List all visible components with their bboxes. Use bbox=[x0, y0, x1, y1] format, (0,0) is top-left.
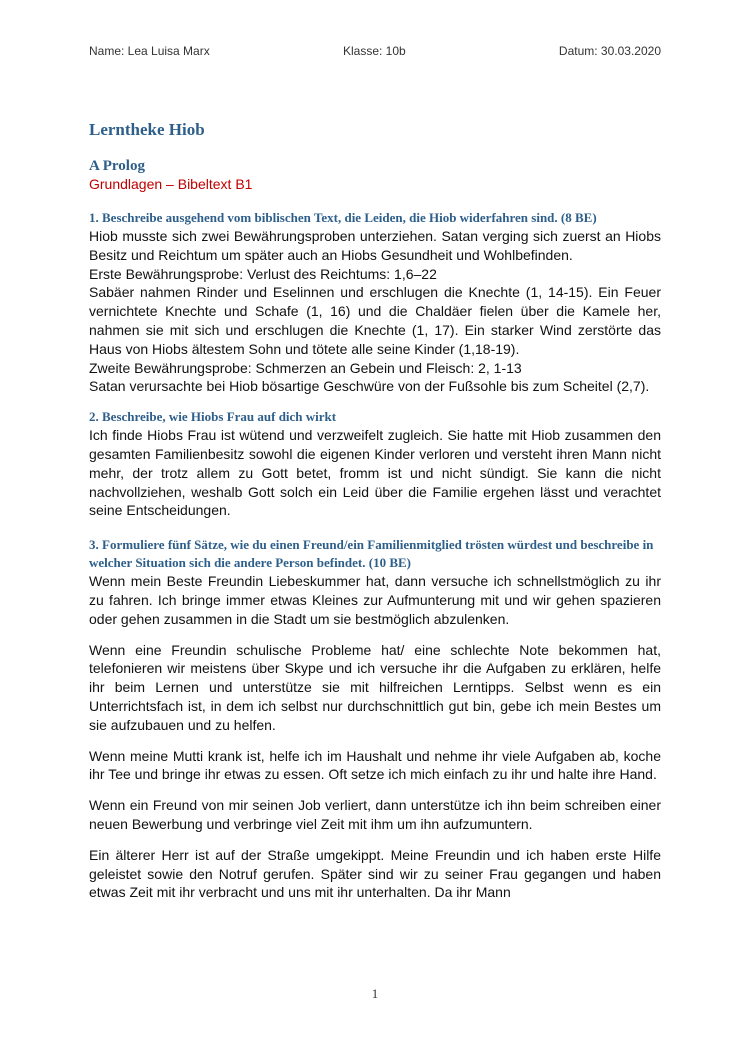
header-name: Name: Lea Luisa Marx bbox=[89, 44, 210, 58]
section-heading: A Prolog bbox=[89, 158, 145, 174]
section-subtitle: Grundlagen – Bibeltext B1 bbox=[89, 176, 253, 192]
answer-1-paragraph: Sabäer nahmen Rinder und Eselinnen und erschlugen die Knechte (1, 14-15). Ein Feuer vernichtete Knechte und Schafe (1, 16) und die Chaldäer fielen über die Kamele her, nahmen sie mit sich und erschlugen die Knechte (1, 17). Ein starker Wind zerstörte das Haus von Hiobs ältestem Sohn und tötete alle seine Kinder (1,18-19). bbox=[89, 284, 661, 357]
answer-2-paragraph: Ich finde Hiobs Frau ist wütend und verzweifelt zugleich. Sie hatte mit Hiob zusammen den gesamten Familienbesitz sowohl die eigenen Kinder verloren und versteht ihren Mann nicht mehr, der trotz allem zu Gott betet, fromm ist und nicht sündigt. Sie kann die nicht nachvollziehen, weshalb Gott solch ein Leid über die Familie ergehen lässt und verachtet seine Entscheidungen. bbox=[89, 427, 661, 519]
answer-3-paragraph: Ein älterer Herr ist auf der Straße umgekippt. Meine Freundin und ich haben erste Hilfe geleistet sowie den Notruf gerufen. Später sind wir zu seiner Frau gegangen und haben etwas Zeit mit ihr verbracht und uns mit ihr unterhalten. Da ihr Mann bbox=[89, 846, 661, 901]
answer-1-paragraph: Zweite Bewährungsprobe: Schmerzen an Gebein und Fleisch: 2, 1-13 bbox=[89, 359, 522, 376]
document-body bbox=[89, 120, 661, 902]
answer-3-paragraph: Wenn eine Freundin schulische Probleme hat/ eine schlechte Note bekommen hat, telefonieren wir meistens über Skype und ich versuche ihr die Aufgaben zu erklären, helfe ihr beim Lernen und unterstütze sie mit hilfreichen Lerntipps. Selbst wenn es ein Unterrichtsfach ist, in dem ich selbst nur durchschnittlich gut bin, gebe ich mein Bestes um sie aufzubauen und zu helfen. bbox=[89, 641, 661, 733]
answer-3-paragraph: Wenn meine Mutti krank ist, helfe ich im Haushalt und nehme ihr viele Aufgaben ab, koche ihr Tee und bringe ihr etwas zu essen. Oft setze ich mich einfach zu ihr und halte ihre Hand. bbox=[89, 747, 661, 783]
answer-1-paragraph: Erste Bewährungsprobe: Verlust des Reichtums: 1,6–22 bbox=[89, 265, 437, 282]
header-date: Datum: 30.03.2020 bbox=[558, 44, 661, 58]
answer-1-paragraph: Satan verursachte bei Hiob bösartige Geschwüre von der Fußsohle bis zum Scheitel (2,7). bbox=[89, 378, 650, 395]
page-header bbox=[89, 44, 661, 62]
question-2-heading: 2. Beschreibe, wie Hiobs Frau auf dich wirkt bbox=[89, 409, 337, 425]
document-title: Lerntheke Hiob bbox=[89, 120, 205, 139]
answer-1-paragraph: Hiob musste sich zwei Bewährungsproben unterziehen. Satan verging sich zuerst an Hiobs Besitz und Reichtum um später auch an Hiobs Gesundheit und Wohlbefinden. bbox=[89, 228, 661, 263]
answer-3-paragraph: Wenn ein Freund von mir seinen Job verliert, dann unterstütze ich ihn beim schreiben einer neuen Bewerbung und verbringe viel Zeit mit ihm um ihn aufzumuntern. bbox=[89, 797, 661, 832]
page-number: 1 bbox=[371, 986, 379, 1001]
question-1-heading: 1. Beschreibe ausgehend vom biblischen Text, die Leiden, die Hiob widerfahren sind. (8 BE) bbox=[89, 210, 597, 225]
header-class: Klasse: 10b bbox=[343, 44, 406, 58]
answer-3-paragraph: Wenn mein Beste Freundin Liebeskummer hat, dann versuche ich schnellstmöglich zu ihr zu fahren. Ich bringe immer etwas Kleines zur Aufmunterung mit und wir gehen spazieren oder gehen zusammen in die Stadt um sie bestmöglich abzulenken. bbox=[89, 573, 661, 627]
question-3-heading: 3. Formuliere fünf Sätze, wie du einen Freund/ein Familienmitglied trösten würdest und beschreibe in welcher Situation sich die andere Person befindet. (10 BE) bbox=[89, 537, 654, 571]
